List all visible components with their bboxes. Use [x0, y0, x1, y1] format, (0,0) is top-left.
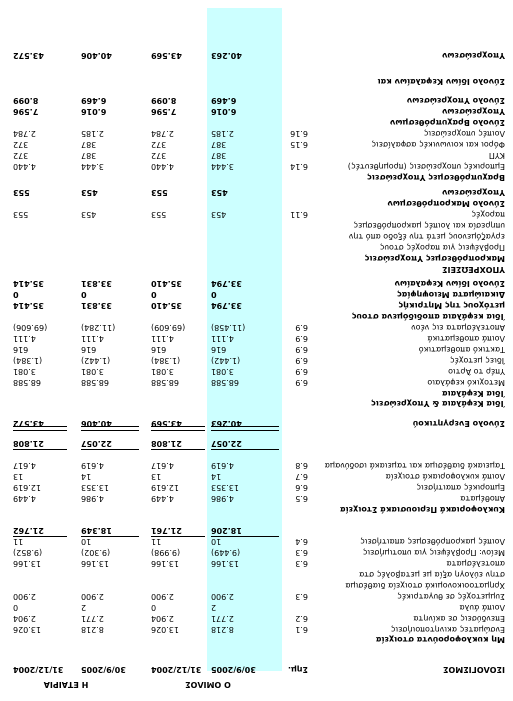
table-row: [0, 289, 513, 300]
table-row: [0, 366, 513, 377]
table-row: [0, 300, 513, 311]
value-cell: 22.057: [81, 439, 112, 448]
value-cell: 616: [151, 345, 167, 354]
value-cell: 12.619: [151, 483, 179, 492]
row-note: 6.16: [290, 129, 308, 138]
value-cell: 40.263: [211, 419, 242, 428]
value-cell: (1.384): [13, 356, 43, 365]
row-label: Υποχρεώσεων: [442, 51, 505, 60]
row-label: Σύνολο Ιδίων Κεφαλαίων και: [377, 77, 505, 86]
total-rule: [151, 430, 205, 431]
row-label: Αποτελέσματα εις νέον: [411, 323, 505, 332]
value-cell: 12.619: [13, 483, 41, 492]
value-cell: 4.111: [211, 334, 234, 343]
row-label: Εμπορικές απαιτήσεις: [416, 483, 505, 492]
value-cell: 14: [81, 472, 92, 481]
value-cell: 616: [13, 345, 29, 354]
value-cell: 2.185: [211, 129, 234, 138]
value-cell: 35.414: [13, 301, 44, 310]
row-note: 6.2: [295, 614, 308, 623]
row-label: Σύνολο Μακροπρόθεσμων: [387, 199, 505, 208]
table-row: [0, 355, 513, 366]
value-cell: 6.469: [81, 96, 107, 105]
row-label: Μακροπρόθεσμες Υποχρεώσεις: [364, 254, 505, 263]
row-label: ΥΠΟΧΡΕΩΣΕΙΣ: [442, 265, 505, 274]
value-cell: 3.081: [211, 367, 234, 376]
value-cell: 3.081: [151, 367, 174, 376]
total-rule: [151, 426, 205, 427]
table-row: [0, 438, 513, 449]
row-label: Ενσώματες ακινητοποιήσεις: [390, 625, 505, 634]
row-label: υπηρεσία και λοιπές μακροπρόθεσμες: [353, 221, 505, 230]
value-cell: 40.406: [81, 419, 112, 428]
table-row: [0, 398, 513, 409]
table-row: [0, 311, 513, 322]
value-cell: 0: [151, 290, 157, 299]
row-note: 6.3: [295, 548, 308, 557]
row-label: Βραχυπρόθεσμες Υποχρεώσεις: [367, 173, 505, 182]
value-cell: 43.572: [13, 51, 44, 60]
table-row: [0, 482, 513, 493]
title-row: [0, 664, 513, 675]
value-cell: 4.449: [13, 494, 36, 503]
value-cell: 8.218: [211, 625, 234, 634]
value-cell: 0: [13, 290, 19, 299]
table-row: [0, 278, 513, 289]
table-row: [0, 150, 513, 161]
value-cell: (11.284): [81, 323, 116, 332]
table-row: [0, 493, 513, 504]
value-cell: 3.081: [13, 367, 36, 376]
total-rule: [81, 430, 139, 431]
value-cell: 13.166: [81, 559, 109, 568]
value-cell: (1.442): [81, 356, 111, 365]
value-cell: 11: [13, 537, 24, 546]
table-row: [0, 624, 513, 635]
column-header: 31/12/2004: [151, 665, 202, 674]
value-cell: 43.569: [151, 51, 182, 60]
table-row: [0, 602, 513, 613]
row-note: 6.11: [290, 210, 308, 219]
value-cell: 18.349: [81, 526, 112, 535]
value-cell: 6.016: [81, 107, 107, 116]
row-note: 6.9: [295, 367, 308, 376]
table-row: [0, 106, 513, 117]
row-label: στην εύλογη αξία με μεταβολές στα: [358, 570, 505, 579]
value-cell: 616: [81, 345, 97, 354]
value-cell: 2.900: [13, 592, 36, 601]
value-cell: 21.761: [151, 526, 182, 535]
value-cell: 10: [81, 537, 92, 546]
value-cell: 13: [13, 472, 24, 481]
value-cell: 22.057: [211, 439, 242, 448]
row-label: Κυκλοφοριακά Περιουσιακά Στοιχεία: [339, 505, 505, 514]
value-cell: 387: [81, 151, 97, 160]
value-cell: 4.111: [151, 334, 174, 343]
value-cell: 4.617: [151, 461, 174, 470]
value-cell: 387: [211, 140, 227, 149]
value-cell: 6.469: [211, 96, 237, 105]
note-header: Σημ.: [287, 665, 308, 674]
row-label: Προβλέψεις για παροχές στους: [379, 243, 505, 252]
row-note: 6.15: [290, 140, 308, 149]
value-cell: 13: [151, 472, 162, 481]
value-cell: 4.440: [151, 162, 174, 171]
row-label: Δικαιώματα Μειοψηφίας: [396, 290, 505, 299]
table-row: [0, 172, 513, 183]
value-cell: 0: [151, 603, 157, 612]
value-cell: 2.900: [211, 592, 234, 601]
value-cell: 4.111: [13, 334, 36, 343]
row-label: αποτελέσματα: [446, 559, 505, 568]
row-label: Φόροι και κοινωνικές ασφαλίσεις: [371, 140, 505, 149]
value-cell: 453: [81, 210, 97, 219]
value-cell: 0: [13, 603, 19, 612]
total-rule: [151, 536, 205, 537]
row-note: 6.5: [295, 494, 308, 503]
value-cell: 553: [151, 210, 167, 219]
total-rule: [13, 449, 67, 450]
value-cell: 68.588: [13, 378, 41, 387]
value-cell: 2.185: [81, 129, 104, 138]
total-rule: [13, 426, 67, 427]
value-cell: 43.572: [13, 419, 44, 428]
total-rule: [211, 430, 279, 431]
value-cell: 7.596: [13, 107, 39, 116]
value-cell: 43.569: [151, 419, 182, 428]
value-cell: 68.588: [211, 378, 239, 387]
value-cell: 18.206: [211, 526, 242, 535]
value-cell: 2.771: [211, 614, 234, 623]
total-rule: [13, 536, 67, 537]
row-label: Επενδύσεις σε ακίνητα: [413, 614, 505, 623]
value-cell: 4.986: [81, 494, 104, 503]
row-label: Μετοχικό κεφάλαιο: [427, 378, 505, 387]
row-label: Λοιπές υποχρεώσεις: [423, 129, 505, 138]
value-cell: 453: [211, 188, 228, 197]
row-label: Υπέρ το Άρτιο: [448, 367, 505, 376]
table-row: [0, 198, 513, 209]
value-cell: 21.808: [151, 439, 182, 448]
value-cell: (69.606): [13, 323, 48, 332]
table-row: [0, 613, 513, 624]
value-cell: 8.099: [151, 96, 177, 105]
value-cell: 2.784: [13, 129, 36, 138]
row-label: Σύνολο Βραχυπρόθεσμων: [389, 118, 505, 127]
row-note: 6.9: [295, 356, 308, 365]
value-cell: 372: [151, 140, 167, 149]
total-rule: [81, 536, 139, 537]
value-cell: 4.440: [13, 162, 36, 171]
table-row: [0, 504, 513, 515]
table-row: [0, 187, 513, 198]
value-cell: 3.444: [81, 162, 104, 171]
value-cell: 387: [211, 151, 227, 160]
table-row: [0, 95, 513, 106]
row-label: Ίδιες μετοχές: [449, 356, 505, 365]
row-label: Σύνολο Υποχρεώσεων: [406, 96, 505, 105]
value-cell: 21.808: [13, 439, 44, 448]
row-label: Λοιπές μακροπρόθεσμες απαιτήσεις: [360, 537, 505, 546]
value-cell: (1.442): [211, 356, 241, 365]
row-note: 6.3: [295, 592, 308, 601]
table-row: [0, 580, 513, 591]
group-header-group: Ο ΟΜΙΛΟΣ: [185, 680, 231, 689]
value-cell: 372: [13, 140, 29, 149]
table-row: [0, 253, 513, 264]
row-label: Ίδια Κεφάλαια & Υποχρεώσεις: [371, 399, 505, 408]
table-row: [0, 322, 513, 333]
table-row: [0, 536, 513, 547]
value-cell: 13.353: [211, 483, 239, 492]
table-row: [0, 231, 513, 242]
total-rule: [211, 426, 279, 427]
row-label: Χρηματοοικονομικά στοιχεία διαθέσιμα: [345, 581, 505, 590]
table-row: [0, 139, 513, 150]
value-cell: 35.410: [151, 301, 182, 310]
table-row: [0, 525, 513, 536]
table-row: [0, 418, 513, 429]
row-note: 6.1: [295, 625, 308, 634]
total-rule: [211, 536, 279, 537]
table-row: [0, 209, 513, 220]
value-cell: 13.353: [81, 483, 109, 492]
value-cell: 33.794: [211, 301, 242, 310]
row-label: Ίδια Κεφάλαια: [442, 389, 505, 398]
row-note: 6.9: [295, 323, 308, 332]
table-row: [0, 242, 513, 253]
row-label: Λοιπά αποθεματικά: [427, 334, 505, 343]
row-label: μετόχους της Μητρικής: [398, 301, 505, 310]
value-cell: 21.762: [13, 526, 44, 535]
value-cell: 35.410: [151, 279, 182, 288]
row-label: Λοιπά κυκλοφοριακά στοιχεία: [385, 472, 505, 481]
value-cell: 68.588: [81, 378, 109, 387]
row-label: Υποχρεώσεων: [442, 107, 505, 116]
value-cell: 453: [81, 188, 98, 197]
table-row: [0, 117, 513, 128]
value-cell: 553: [13, 210, 29, 219]
row-label: Λοιπά άυλα: [459, 603, 505, 612]
table-row: [0, 377, 513, 388]
row-label: Ίδια κεφάλαια αποδιδόμενα στους: [351, 312, 505, 321]
value-cell: 616: [211, 345, 227, 354]
total-rule: [81, 426, 139, 427]
value-cell: 8.099: [13, 96, 39, 105]
value-cell: 6.016: [211, 107, 237, 116]
value-cell: 11: [151, 537, 162, 546]
value-cell: 40.263: [211, 51, 242, 60]
value-cell: 0: [81, 290, 87, 299]
row-label: Συμμετοχές σε θυγατρικές: [397, 592, 505, 601]
page-title: ΙΣΟΛΟΓΙΣΜΟΣ: [443, 665, 505, 674]
row-note: 6.6: [295, 483, 308, 492]
value-cell: 13.166: [151, 559, 179, 568]
table-row: [0, 161, 513, 172]
table-row: [0, 388, 513, 399]
table-row: [0, 50, 513, 61]
value-cell: 553: [151, 188, 168, 197]
value-cell: 453: [211, 210, 227, 219]
value-cell: 3.444: [211, 162, 234, 171]
value-cell: 8.218: [81, 625, 104, 634]
row-note: 6.9: [295, 345, 308, 354]
value-cell: 2.900: [81, 592, 104, 601]
value-cell: 2.771: [81, 614, 104, 623]
total-rule: [13, 430, 67, 431]
value-cell: 4.111: [81, 334, 104, 343]
total-rule: [81, 449, 139, 450]
value-cell: 2: [211, 603, 217, 612]
row-label: Σύνολο Ενεργητικού: [412, 419, 505, 428]
value-cell: (9.998): [151, 548, 181, 557]
row-label: Αποθέματα: [460, 494, 505, 503]
value-cell: 2.900: [151, 592, 174, 601]
value-cell: 2.904: [151, 614, 174, 623]
table-row: [0, 634, 513, 645]
row-label: Ταμειακά διαθέσιμα και ταμειακά ισοδύναμα: [324, 461, 505, 470]
row-note: 6.8: [295, 461, 308, 470]
row-label: Εμπορικές υποχρεώσεις (προμηθευτές): [347, 162, 505, 171]
value-cell: 387: [81, 140, 97, 149]
value-cell: 2: [81, 603, 87, 612]
value-cell: 68.588: [151, 378, 179, 387]
value-cell: 33.794: [211, 279, 242, 288]
value-cell: (1.384): [151, 356, 181, 365]
value-cell: 7.596: [151, 107, 177, 116]
value-cell: 14: [211, 472, 222, 481]
value-cell: (69.609): [151, 323, 186, 332]
value-cell: 4.619: [81, 461, 104, 470]
value-cell: 4.619: [211, 461, 234, 470]
table-row: [0, 569, 513, 580]
row-note: 6.7: [295, 472, 308, 481]
row-label: Μη κυκλοφορούντα στοιχεία: [375, 635, 505, 644]
value-cell: 10: [211, 537, 222, 546]
column-header: 31/12/2004: [13, 665, 64, 674]
row-label: Τακτικό αποθεματικό: [418, 345, 505, 354]
table-row: [0, 128, 513, 139]
value-cell: 4.986: [211, 494, 234, 503]
value-cell: 33.831: [81, 279, 112, 288]
row-note: 6.4: [295, 537, 308, 546]
value-cell: 13.166: [13, 559, 41, 568]
group-header-company: Η ΕΤΑΙΡΙΑ: [43, 680, 89, 689]
value-cell: 553: [13, 188, 30, 197]
row-label: παροχές: [471, 210, 505, 219]
value-cell: 13.166: [211, 559, 239, 568]
table-row: [0, 333, 513, 344]
value-cell: (11.458): [211, 323, 246, 332]
table-row: [0, 264, 513, 275]
row-label: Υποχρεώσεων: [442, 188, 505, 197]
value-cell: (9.449): [211, 548, 241, 557]
row-label: εργαζόμενους μετά την έξοδο από την: [348, 232, 505, 241]
value-cell: (9.852): [13, 548, 43, 557]
value-cell: 4.617: [13, 461, 36, 470]
value-cell: 40.406: [81, 51, 112, 60]
value-cell: 372: [13, 151, 29, 160]
column-header: 30/9/2005: [211, 665, 256, 674]
table-row: [0, 558, 513, 569]
row-note: 6.14: [290, 162, 308, 171]
value-cell: 2.904: [13, 614, 36, 623]
table-row: [0, 220, 513, 231]
row-note: 6.9: [295, 334, 308, 343]
total-rule: [151, 449, 205, 450]
row-note: 6.3: [295, 559, 308, 568]
table-row: [0, 591, 513, 602]
table-row: [0, 76, 513, 87]
row-label: Σύνολο Ιδίων Κεφαλαίων: [394, 279, 505, 288]
value-cell: 2.784: [151, 129, 174, 138]
value-cell: 35.414: [13, 279, 44, 288]
value-cell: (9.302): [81, 548, 111, 557]
value-cell: 13.026: [151, 625, 179, 634]
row-note: 6.9: [295, 378, 308, 387]
value-cell: 0: [211, 290, 217, 299]
column-header: 30/9/2005: [81, 665, 126, 674]
total-rule: [211, 449, 279, 450]
value-cell: 4.449: [151, 494, 174, 503]
value-cell: 13.026: [13, 625, 41, 634]
value-cell: 33.831: [81, 301, 112, 310]
row-label: ΚΥΠ: [488, 151, 505, 160]
value-cell: 3.081: [81, 367, 104, 376]
row-label: Μείον: Προβλέψεις για υποτιμήσεις: [362, 548, 505, 557]
value-cell: 372: [151, 151, 167, 160]
table-row: [0, 460, 513, 471]
table-row: [0, 547, 513, 558]
table-row: [0, 344, 513, 355]
table-row: [0, 471, 513, 482]
